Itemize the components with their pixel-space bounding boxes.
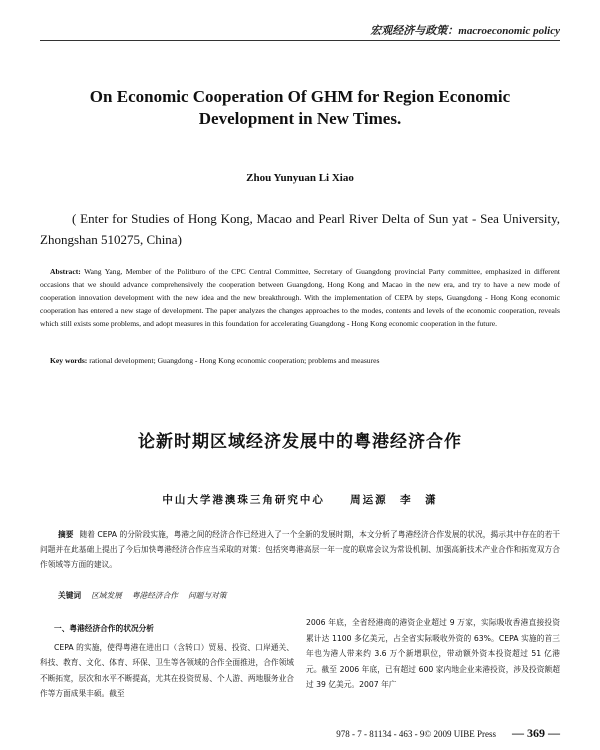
chinese-title: 论新时期区域经济发展中的粤港经济合作 <box>138 432 462 452</box>
english-keywords-label: Key words: <box>50 356 88 365</box>
english-title <box>40 86 560 130</box>
english-abstract <box>40 265 560 330</box>
body-paragraph: CEPA 的实施，使得粤港在进出口（含转口）贸易、投资、口岸通关、科技、教育、文化、体育、环保、卫生等各领域的合作全面推进，合作领域不断拓宽，层次和水平不断提高，尤其在投资贸易、个人游、两地服务业合作等方面成果丰硕。截至 <box>40 642 294 698</box>
header-rule <box>40 40 560 41</box>
english-title-line-1: On Economic Cooperation Of GHM for Region Economic <box>89 87 511 106</box>
english-keywords <box>40 354 560 367</box>
english-affiliation: ( Enter for Studies of Hong Kong, Macao and Pearl River Delta of Sun yat - Sea University, Zhongshan 510275, China) <box>40 211 560 247</box>
english-abstract-label: Abstract: <box>50 267 81 276</box>
running-header: 宏观经济与政策：macroeconomic policy <box>370 25 560 37</box>
english-title-line-2: Development in New Times. <box>198 109 402 128</box>
body-column-left <box>40 615 294 702</box>
chinese-affiliation: 中山大学港澳珠三角研究中心 <box>162 494 325 506</box>
section-heading: 一、粤港经济合作的状况分析 <box>54 624 154 633</box>
body-paragraph-continued: 2006 年底，全省经港商的港资企业超过 9 万家，实际吸收香港直接投资累计达 1100 多亿美元，占全省实际吸收外资的 63%。CEPA 实施的首三年也为港人带来约 3.6 万个新增职位，带动额外资本投资超过 51 亿港元。截至 2006 年底，已有超过 600 家内地企业来港投资，涉及投资额超过 39 亿美元。2007 年广 <box>306 618 560 689</box>
chinese-keyword: 问题与对策 <box>187 591 227 600</box>
english-keywords-text: rational development; Guangdong - Hong Kong economic cooperation; problems and measures <box>89 356 380 365</box>
chinese-keywords-label: 关键词 <box>58 591 82 600</box>
chinese-keyword: 区域发展 <box>91 591 122 600</box>
chinese-abstract-label: 摘要 <box>58 530 74 539</box>
chinese-abstract <box>40 527 560 572</box>
chinese-byline <box>40 492 560 507</box>
isbn-line: 978 - 7 - 81134 - 463 - 9© 2009 UIBE Press <box>336 729 496 739</box>
chinese-keywords <box>40 588 560 603</box>
chinese-keyword: 粤港经济合作 <box>131 591 178 600</box>
english-authors: Zhou Yunyuan Li Xiao <box>246 172 354 184</box>
chinese-authors: 周运源 李 潇 <box>350 494 438 506</box>
body-column-right <box>306 615 560 693</box>
english-abstract-text: Wang Yang, Member of the Politburo of the CPC Central Committee, Secretary of Guangdong provincial Party committee, emphasized in different occasions that we should advance comprehensively the cooperation between Guangdong, Hong Kong and Macao in the new era, and try to have a new mode of cooperation innovation development with the new idea and the new breakthrough. With the implementation of CEPA by steps, Guangdong - Hong Kong economic cooperation has entered a new stage of development. The paper analyzes the changes approaches to the modes, contents and levels of the economic cooperation, reveals which still exists some problems, and adopt measures in this foundation for accelerating Guangdong - Hong Kong economic cooperation in the future. <box>40 267 560 328</box>
chinese-abstract-text: 随着 CEPA 的分阶段实施，粤港之间的经济合作已经进入了一个全新的发展时期，本文分析了粤港经济合作发展的状况，揭示其中存在的若干问题并在此基础上提出了今后加快粤港经济合作应当采取的对策：包括突粤港高层一年一度的联席会议为常设机制、加强高新技术产业合作和拓宽双方合作领域等方面的建议。 <box>40 530 560 569</box>
page-number: — 369 — <box>512 726 560 740</box>
